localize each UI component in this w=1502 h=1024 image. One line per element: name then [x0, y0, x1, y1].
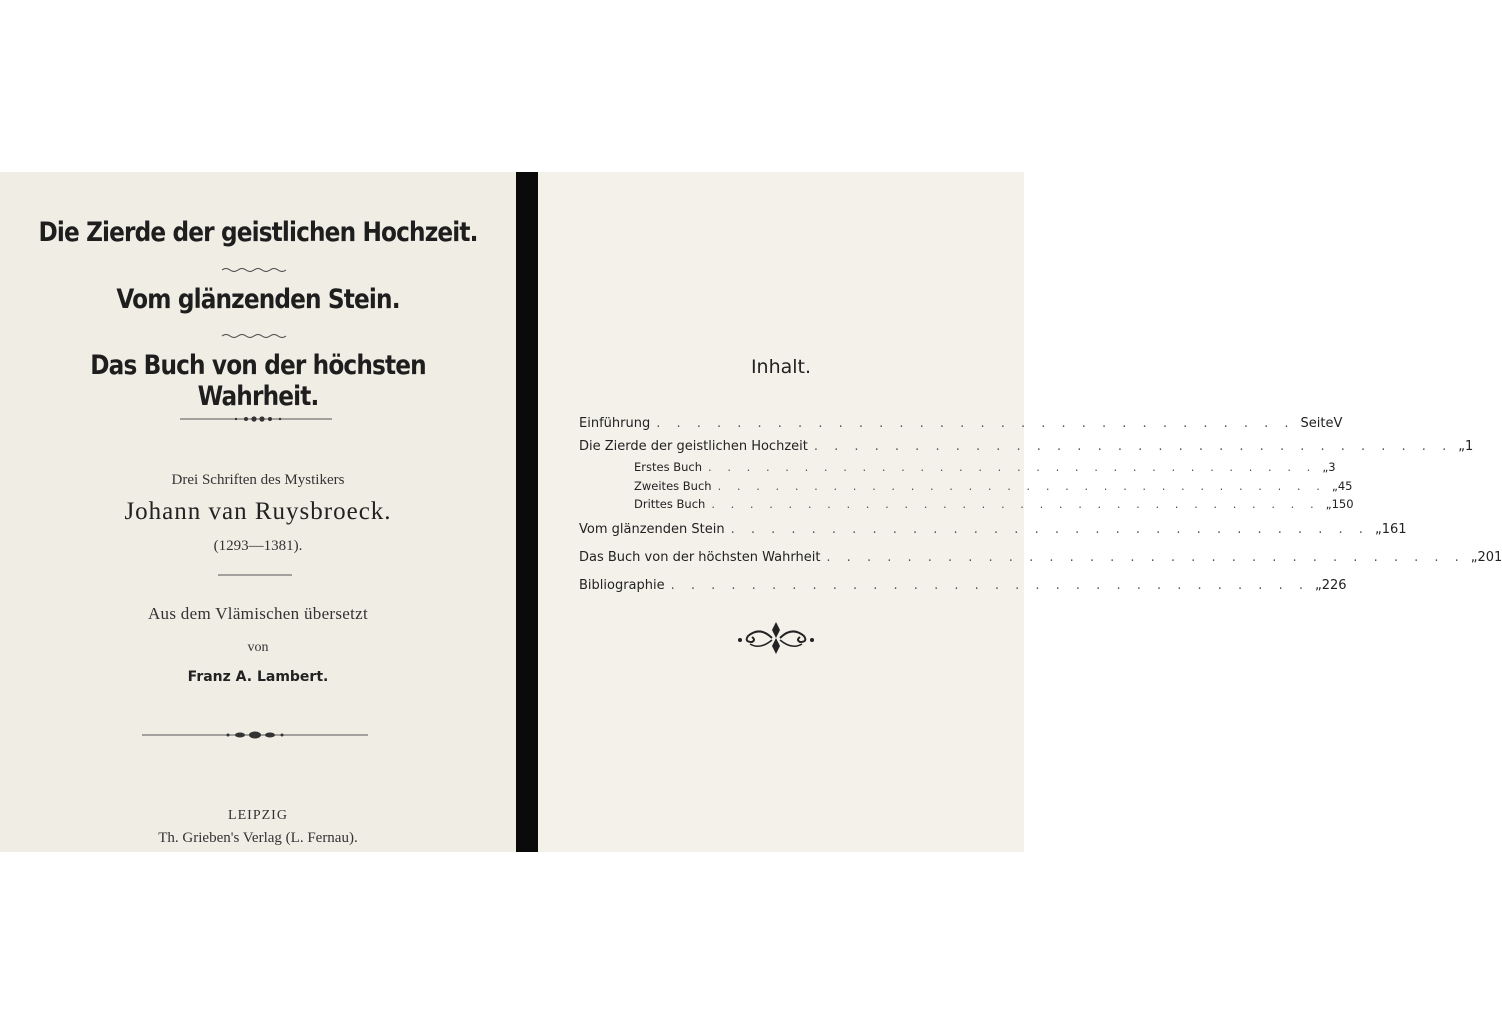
- toc-entry: [579, 550, 1502, 565]
- title-line-3: Das Buch von der höchsten Wahrheit.: [90, 350, 426, 412]
- toc-label: Die Zierde der geistlichen Hochzeit: [579, 439, 808, 454]
- toc-leader: . . . . . . . . . . . . . . . . . . . . . . . . . . . . . . . .: [730, 522, 1369, 537]
- toc-label: Das Buch von der höchsten Wahrheit: [579, 550, 821, 565]
- subtitle: Drei Schriften des Mystikers: [171, 472, 345, 488]
- toc-leader: . . . . . . . . . . . . . . . . . . . . . . . . . . . . . . . .: [717, 479, 1326, 493]
- book-spread: [0, 172, 1502, 852]
- toc-page: 45: [1337, 479, 1353, 493]
- toc-page: 161: [1381, 522, 1407, 537]
- toc-page: 201: [1477, 550, 1502, 565]
- fleuron-ornament: [736, 618, 816, 658]
- publisher-name: Th. Grieben's Verlag (L. Fernau).: [158, 830, 358, 846]
- title-divider-1: [0, 266, 516, 274]
- toc-leader: . . . . . . . . . . . . . . . . . . . . . . . . . . . . . . . .: [711, 497, 1320, 511]
- title-divider-2: [0, 332, 516, 340]
- by-word: von: [247, 640, 269, 655]
- toc-page: 150: [1331, 497, 1354, 511]
- contents-heading: Inhalt.: [750, 356, 812, 378]
- toc-label: Bibliographie: [579, 578, 665, 593]
- toc-mark: „: [1374, 522, 1382, 537]
- toc-subentry: [634, 460, 1336, 474]
- toc-mark: „: [1458, 439, 1465, 454]
- toc-entry: [579, 416, 1343, 431]
- toc-label: Erstes Buch: [634, 460, 703, 474]
- title-page: [0, 172, 516, 852]
- toc-leader: . . . . . . . . . . . . . . . . . . . . . . . . . . . . . . . .: [826, 550, 1465, 565]
- toc-label: Zweites Buch: [634, 479, 712, 493]
- publisher-city: LEIPZIG: [228, 808, 288, 823]
- short-rule: [0, 572, 516, 578]
- contents-page: [538, 172, 1502, 852]
- toc-label: Einführung: [579, 416, 651, 431]
- toc-leader: . . . . . . . . . . . . . . . . . . . . . . . . . . . . . . . .: [708, 460, 1317, 474]
- toc-label: Vom glänzenden Stein: [579, 522, 725, 537]
- toc-page: 3: [1328, 460, 1336, 474]
- ornament-divider-top: [0, 412, 516, 426]
- toc-subentry: [634, 479, 1353, 493]
- toc-mark: „: [1322, 460, 1329, 474]
- toc-subentry: [634, 497, 1354, 511]
- life-dates: (1293—1381).: [213, 538, 303, 554]
- toc-leader: . . . . . . . . . . . . . . . . . . . . . . . . . . . . . . . .: [656, 416, 1295, 431]
- book-gutter: [516, 172, 538, 852]
- toc-page: V: [1333, 416, 1343, 431]
- toc-page: 226: [1321, 578, 1347, 593]
- toc-entry: [579, 439, 1474, 454]
- toc-leader: . . . . . . . . . . . . . . . . . . . . . . . . . . . . . . . .: [670, 578, 1309, 593]
- title-line-1: Die Zierde der geistlichen Hochzeit.: [38, 217, 478, 248]
- title-line-2: Vom glänzenden Stein.: [116, 284, 400, 315]
- toc-page: 1: [1464, 439, 1474, 454]
- translation-note: Aus dem Vlämischen übersetzt: [147, 604, 369, 623]
- ornament-divider-bottom: [0, 728, 516, 742]
- toc-entry: [579, 522, 1407, 537]
- toc-mark: „: [1325, 497, 1332, 511]
- toc-mark: „: [1314, 578, 1322, 593]
- mystic-name: Johann van Ruysbroeck.: [124, 498, 392, 525]
- translator-name: Franz A. Lambert.: [187, 669, 329, 685]
- toc-entry: [579, 578, 1347, 593]
- toc-mark: „: [1331, 479, 1338, 493]
- toc-mark: „: [1470, 550, 1478, 565]
- toc-label: Drittes Buch: [634, 497, 706, 511]
- toc-leader: . . . . . . . . . . . . . . . . . . . . . . . . . . . . . . . .: [813, 439, 1453, 454]
- toc-mark: Seite: [1300, 416, 1334, 431]
